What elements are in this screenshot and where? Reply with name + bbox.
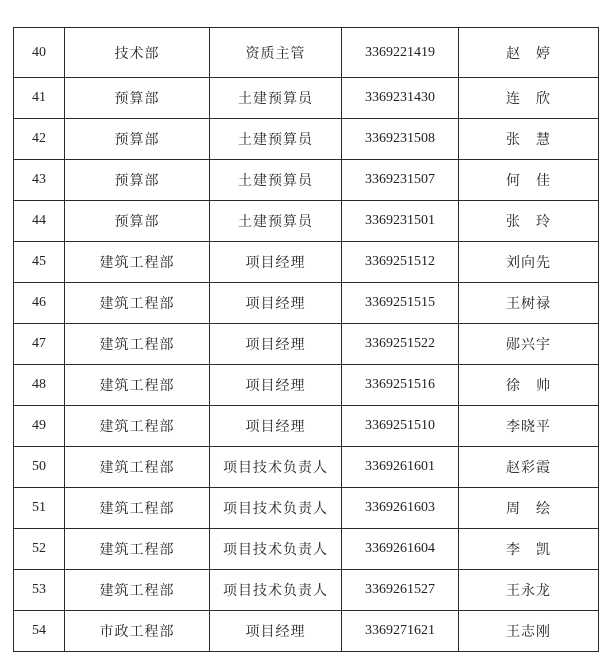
cell-department: 预算部 <box>65 201 210 242</box>
cell-department: 建筑工程部 <box>65 406 210 447</box>
cell-position: 项目经理 <box>210 365 342 406</box>
cell-id-number: 3369251515 <box>342 283 459 324</box>
table-row <box>14 365 599 406</box>
cell-id-number: 3369261604 <box>342 529 459 570</box>
cell-department: 预算部 <box>65 78 210 119</box>
cell-name: 赵彩霞 <box>459 447 599 488</box>
cell-department: 建筑工程部 <box>65 529 210 570</box>
cell-name: 王树禄 <box>459 283 599 324</box>
cell-id-number: 3369251522 <box>342 324 459 365</box>
cell-no: 41 <box>14 78 65 119</box>
cell-no: 40 <box>14 28 65 78</box>
cell-no: 52 <box>14 529 65 570</box>
cell-name: 李晓平 <box>459 406 599 447</box>
cell-name: 徐 帅 <box>459 365 599 406</box>
cell-name: 赵 婷 <box>459 28 599 78</box>
cell-no: 51 <box>14 488 65 529</box>
cell-no: 42 <box>14 119 65 160</box>
cell-position: 项目经理 <box>210 611 342 652</box>
cell-name: 刘向先 <box>459 242 599 283</box>
cell-name: 周 绘 <box>459 488 599 529</box>
cell-department: 建筑工程部 <box>65 447 210 488</box>
table-row <box>14 242 599 283</box>
cell-position: 项目技术负责人 <box>210 447 342 488</box>
personnel-table <box>13 27 599 652</box>
cell-position: 项目经理 <box>210 324 342 365</box>
cell-department: 预算部 <box>65 119 210 160</box>
table-row <box>14 570 599 611</box>
cell-name: 张 慧 <box>459 119 599 160</box>
document-page <box>13 27 598 652</box>
cell-name: 王志刚 <box>459 611 599 652</box>
cell-department: 建筑工程部 <box>65 324 210 365</box>
cell-id-number: 3369271621 <box>342 611 459 652</box>
table-row <box>14 160 599 201</box>
table-row <box>14 201 599 242</box>
cell-department: 建筑工程部 <box>65 570 210 611</box>
cell-department: 建筑工程部 <box>65 365 210 406</box>
table-row <box>14 78 599 119</box>
cell-no: 48 <box>14 365 65 406</box>
cell-no: 46 <box>14 283 65 324</box>
cell-no: 45 <box>14 242 65 283</box>
cell-department: 市政工程部 <box>65 611 210 652</box>
cell-id-number: 3369261527 <box>342 570 459 611</box>
cell-no: 43 <box>14 160 65 201</box>
table-row <box>14 119 599 160</box>
cell-id-number: 3369231507 <box>342 160 459 201</box>
cell-department: 建筑工程部 <box>65 488 210 529</box>
cell-position: 土建预算员 <box>210 201 342 242</box>
cell-name: 张 玲 <box>459 201 599 242</box>
cell-id-number: 3369251512 <box>342 242 459 283</box>
cell-no: 50 <box>14 447 65 488</box>
cell-id-number: 3369221419 <box>342 28 459 78</box>
cell-no: 47 <box>14 324 65 365</box>
cell-no: 54 <box>14 611 65 652</box>
cell-id-number: 3369251516 <box>342 365 459 406</box>
cell-position: 项目技术负责人 <box>210 570 342 611</box>
table-row <box>14 28 599 78</box>
cell-no: 44 <box>14 201 65 242</box>
cell-id-number: 3369231508 <box>342 119 459 160</box>
cell-position: 土建预算员 <box>210 160 342 201</box>
cell-no: 53 <box>14 570 65 611</box>
cell-id-number: 3369231430 <box>342 78 459 119</box>
cell-name: 李 凯 <box>459 529 599 570</box>
cell-id-number: 3369251510 <box>342 406 459 447</box>
cell-position: 土建预算员 <box>210 78 342 119</box>
cell-id-number: 3369231501 <box>342 201 459 242</box>
table-row <box>14 447 599 488</box>
cell-id-number: 3369261603 <box>342 488 459 529</box>
cell-position: 项目技术负责人 <box>210 529 342 570</box>
cell-position: 项目技术负责人 <box>210 488 342 529</box>
cell-position: 项目经理 <box>210 406 342 447</box>
table-row <box>14 488 599 529</box>
table-row <box>14 529 599 570</box>
table-row <box>14 406 599 447</box>
cell-department: 建筑工程部 <box>65 242 210 283</box>
cell-name: 连 欣 <box>459 78 599 119</box>
cell-id-number: 3369261601 <box>342 447 459 488</box>
cell-position: 项目经理 <box>210 242 342 283</box>
cell-name: 王永龙 <box>459 570 599 611</box>
cell-position: 项目经理 <box>210 283 342 324</box>
cell-department: 技术部 <box>65 28 210 78</box>
table-row <box>14 283 599 324</box>
cell-name: 何 佳 <box>459 160 599 201</box>
table-row <box>14 324 599 365</box>
cell-position: 土建预算员 <box>210 119 342 160</box>
cell-position: 资质主管 <box>210 28 342 78</box>
cell-no: 49 <box>14 406 65 447</box>
cell-name: 郧兴宇 <box>459 324 599 365</box>
personnel-table-body <box>14 28 599 652</box>
cell-department: 建筑工程部 <box>65 283 210 324</box>
table-row <box>14 611 599 652</box>
cell-department: 预算部 <box>65 160 210 201</box>
